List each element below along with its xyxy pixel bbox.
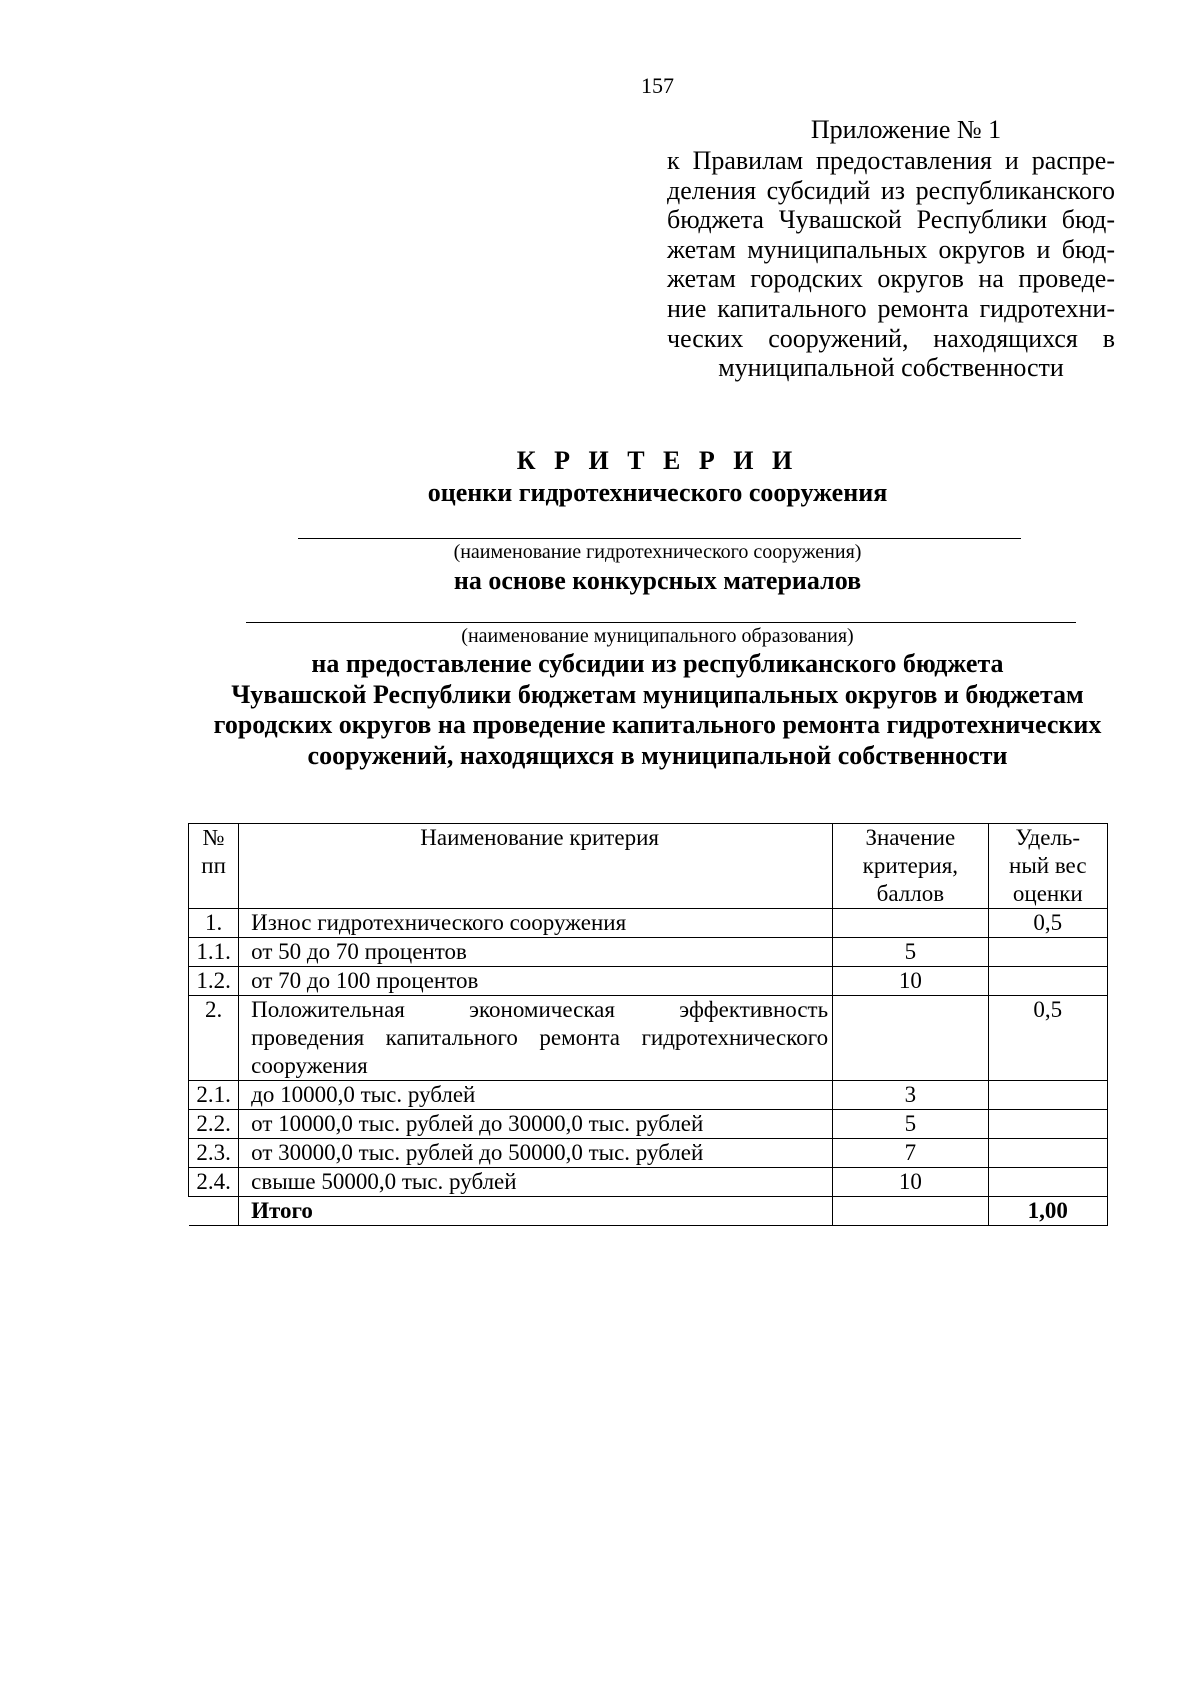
table-row: 2. Положительная экономическая эффективность проведения капитального ремонта гидротехнического сооружения 0,5 xyxy=(189,996,1108,1081)
appendix-line: бюджета Чувашской Республики бюд- xyxy=(667,205,1115,235)
table-row: 2.3. от 30000,0 тыс. рублей до 50000,0 тыс. рублей 7 xyxy=(189,1139,1108,1168)
table-row: 2.4. свыше 50000,0 тыс. рублей 10 xyxy=(189,1168,1108,1197)
appendix-line: ние капитального ремонта гидротехни- xyxy=(667,293,1115,323)
appendix-line: муниципальной собственности xyxy=(718,353,1064,383)
appendix-line: к Правилам предоставления и распре- xyxy=(667,146,1115,175)
header-criterion-value: Значение критерия, баллов xyxy=(833,824,989,909)
table-row: 1.2. от 70 до 100 процентов 10 xyxy=(189,967,1108,996)
structure-name-blank-line xyxy=(298,538,1021,539)
page-number: 157 xyxy=(641,73,674,98)
purpose-line: сооружений, находящихся в муниципальной собственности xyxy=(307,740,1008,770)
table-row: 2.1. до 10000,0 тыс. рублей 3 xyxy=(189,1081,1108,1110)
appendix-title: Приложение № 1 xyxy=(810,115,1002,144)
table-row: 1.1. от 50 до 70 процентов 5 xyxy=(189,938,1108,967)
appendix-line: жетам городских округов на проведе- xyxy=(667,264,1115,294)
header-criterion-name: Наименование критерия xyxy=(239,824,833,909)
purpose-line: на предоставление субсидии из республиканского бюджета xyxy=(311,649,1004,678)
document-title: К Р И Т Е Р И И xyxy=(516,446,799,475)
document-subtitle: оценки гидротехнического сооружения xyxy=(427,478,888,507)
table-row: 2.2. от 10000,0 тыс. рублей до 30000,0 тыс. рублей 5 xyxy=(189,1110,1108,1139)
appendix-line: жетам муниципальных округов и бюд- xyxy=(667,234,1115,264)
appendix-line: ческих сооружений, находящихся в xyxy=(667,323,1115,353)
purpose-line: Чувашской Республики бюджетам муниципальных округов и бюджетам xyxy=(231,679,1084,709)
criteria-table xyxy=(188,823,1108,1226)
table-header-row xyxy=(189,824,1108,909)
total-weight: 1,00 xyxy=(988,1197,1107,1226)
municipality-name-blank-line xyxy=(246,622,1076,623)
table-total-row xyxy=(189,1197,1108,1226)
appendix-reference xyxy=(667,114,1115,383)
purpose-line: городских округов на проведение капитального ремонта гидротехнических xyxy=(213,710,1102,739)
purpose-heading xyxy=(0,649,1200,771)
structure-name-caption: (наименование гидротехнического сооружения) xyxy=(453,541,862,563)
header-number: № пп xyxy=(189,824,239,909)
table-row: 1. Износ гидротехнического сооружения 0,5 xyxy=(189,909,1108,938)
header-weight: Удель- ный вес оценки xyxy=(988,824,1107,909)
total-label: Итого xyxy=(239,1197,833,1226)
basis-heading: на основе конкурсных материалов xyxy=(453,566,862,595)
appendix-line: деления субсидий из республиканского xyxy=(667,175,1115,205)
municipality-name-caption: (наименование муниципального образования) xyxy=(461,625,854,647)
